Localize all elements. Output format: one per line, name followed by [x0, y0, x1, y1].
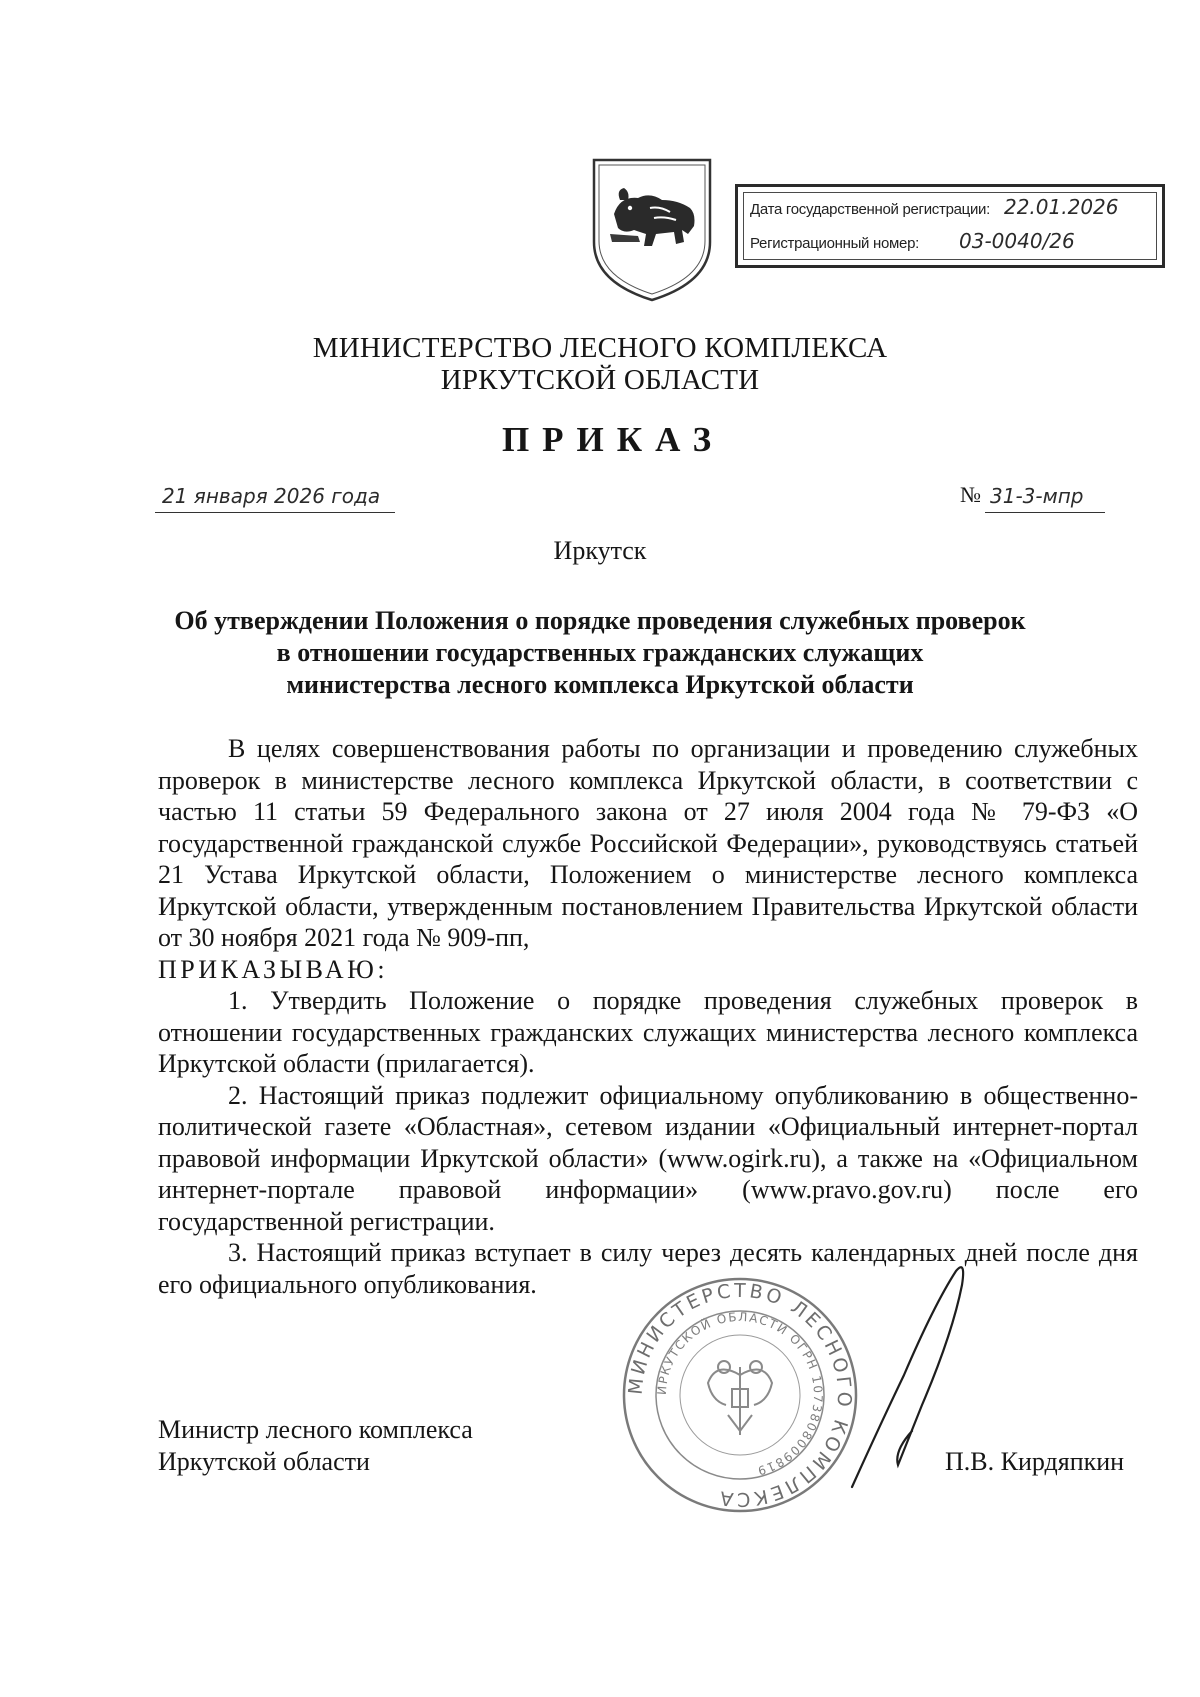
signer-position-line1: Министр лесного комплекса — [158, 1415, 473, 1444]
order-word: ПРИКАЗЫВАЮ: — [158, 954, 389, 984]
document-type-title: ПРИКАЗ — [501, 420, 725, 459]
document-city: Иркутск — [553, 536, 647, 565]
document-number: 31-3-мпр — [990, 484, 1084, 508]
subject-line3: министерства лесного комплекса Иркутской области — [286, 670, 914, 699]
registration-date-value: 22.01.2026 — [1003, 195, 1119, 219]
order-item-1: 1. Утвердить Положение о порядке проведения служебных проверок в отношении государственных гражданских служащих министерства лесного комплекса Иркутской области (прилагается). — [158, 986, 1138, 1078]
number-prefix: № — [960, 482, 981, 507]
seal-outer-text: МИНИСТЕРСТВО ЛЕСНОГО КОМПЛЕКСА — [624, 1279, 856, 1511]
date-underline — [155, 512, 395, 513]
registration-number-value: 03-0040/26 — [959, 229, 1075, 253]
signer-position-line2: Иркутской области — [158, 1447, 370, 1476]
order-item-2: 2. Настоящий приказ подлежит официальному опубликованию в общественно-политической газете «Областная», сетевом издании «Официальный интернет-портал правовой информации Иркутской области» (www.ogirk.ru), а также на «Официальном интернет-портале правовой информации» (www.pravo.gov.ru) после его государственной регистрации. — [158, 1080, 1138, 1236]
ministry-name-line2: ИРКУТСКОЙ ОБЛАСТИ — [440, 364, 760, 396]
irkutsk-coat-of-arms-icon — [590, 156, 714, 304]
subject-line2: в отношении государственных гражданских служащих — [276, 638, 924, 667]
signer-name: П.В. Кирдяпкин — [945, 1447, 1125, 1476]
registration-number-label: Регистрационный номер: — [750, 235, 919, 252]
preamble-paragraph: В целях совершенствования работы по организации и проведению служебных проверок в министерстве лесного комплекса Иркутской области, в соответствии с частью 11 статьи 59 Федерального закона от 27 июля 2004 года № 79-ФЗ «О государственной гражданской службе Российской Федерации», руководствуясь статьей 21 Устава Иркутской области, Положением о министерстве лесного комплекса Иркутской области, утвержденным постановлением Правительства Иркутской области от 30 ноября 2021 года № 909-пп, — [158, 734, 1138, 952]
ministry-name-line1: МИНИСТЕРСТВО ЛЕСНОГО КОМПЛЕКСА — [312, 332, 888, 364]
seal-inner-text: ИРКУТСКОЙ ОБЛАСТИ ОГРН 1073808009819 — [654, 1309, 826, 1479]
subject-line1: Об утверждении Положения о порядке проведения служебных проверок — [174, 606, 1026, 635]
registration-date-row — [750, 195, 1119, 219]
document-subject — [160, 605, 1040, 701]
number-underline — [985, 512, 1105, 513]
registration-number-row — [750, 229, 1075, 253]
document-body — [158, 733, 1138, 1300]
official-seal-icon — [620, 1275, 860, 1515]
registration-date-label: Дата государственной регистрации: — [750, 201, 990, 218]
registration-stamp — [735, 184, 1165, 268]
document-date: 21 января 2026 года — [162, 484, 381, 508]
order-item-3: 3. Настоящий приказ вступает в силу через десять календарных дней после дня его официального опубликования. — [158, 1238, 1138, 1299]
